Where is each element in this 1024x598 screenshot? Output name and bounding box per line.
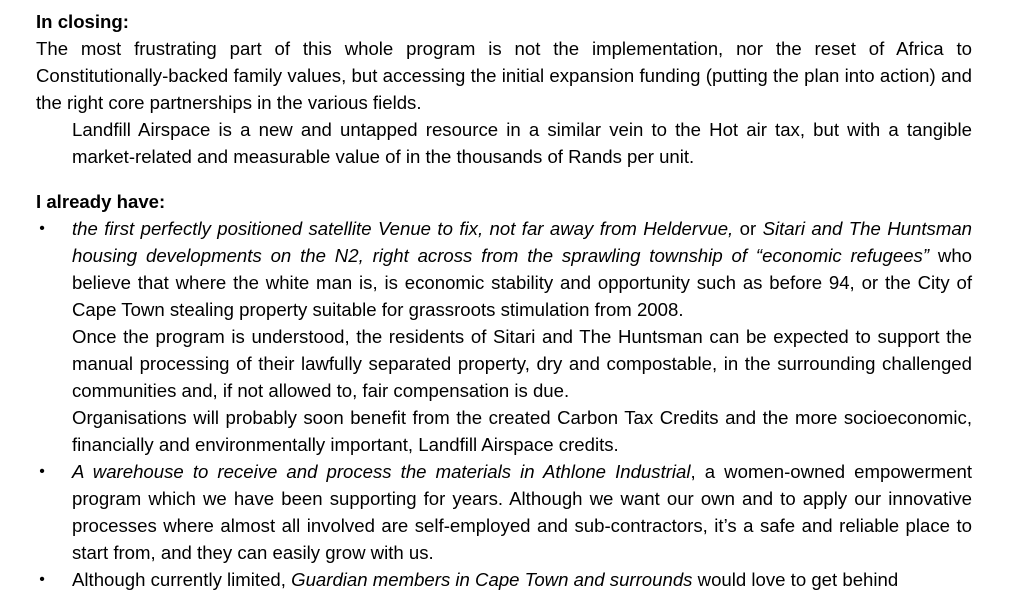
item-text: , a women-owned empowerment program which we have been supporting for years. Although we want our own and to apply our innovative processes where almost all involved are self-employed and sub-contractors, it’s a safe and reliable place to start from, and they can easily grow with us.: [72, 461, 972, 563]
bullet-icon: •: [39, 571, 45, 588]
list-item-paragraph: Organisations will probably soon benefit from the created Carbon Tax Credits and the more socioeconomic, financially and environmentally important, Landfill Airspace credits.: [72, 407, 972, 455]
list-item-text: [72, 566, 972, 593]
closing-heading: In closing:: [36, 11, 129, 32]
list-item: [36, 566, 972, 593]
closing-paragraph: The most frustrating part of this whole program is not the implementation, nor the reset of Africa to Constitutionally-backed family values, but accessing the initial expansion funding (putting the plan into action) and the right core partnerships in the various fields.: [36, 38, 972, 113]
item-italic-text: A warehouse to receive and process the materials in Athlone Industrial: [72, 461, 691, 482]
list-item-paragraph: Once the program is understood, the residents of Sitari and The Huntsman can be expected to support the manual processing of their lawfully separated property, dry and compostable, in the surrounding challenged communities and, if not allowed to, fair compensation is due.: [72, 326, 972, 401]
already-have-section: [36, 188, 972, 215]
item-italic-text: Guardian members in Cape Town and surrounds: [291, 569, 693, 590]
bullet-icon: •: [39, 463, 45, 480]
already-have-list: [36, 215, 972, 593]
list-item-text: [72, 458, 972, 566]
item-italic-text: the first perfectly positioned satellite Venue to fix, not far away from Heldervue,: [72, 218, 734, 239]
item-italic-text: Sitari and The Huntsman housing developments on the N2, right across from the sprawling township of “economic refugees”: [72, 218, 972, 266]
closing-indented-paragraph: Landfill Airspace is a new and untapped resource in a similar vein to the Hot air tax, but with a tangible market-related and measurable value of in the thousands of Rands per unit.: [72, 119, 972, 167]
list-item: [36, 458, 972, 566]
closing-section: [36, 8, 972, 170]
item-text: who believe that where the white man is, is economic stability and opportunity such as before 94, or the City of Cape Town stealing property suitable for grassroots stimulation from 2008.: [72, 245, 972, 320]
item-text: or: [733, 218, 763, 239]
item-text: Although currently limited,: [72, 569, 292, 590]
bullet-icon: •: [39, 220, 45, 237]
list-item-text: [72, 215, 972, 323]
list-item: [36, 215, 972, 458]
already-have-heading: I already have:: [36, 191, 166, 212]
item-text: would love to get behind: [692, 569, 899, 590]
